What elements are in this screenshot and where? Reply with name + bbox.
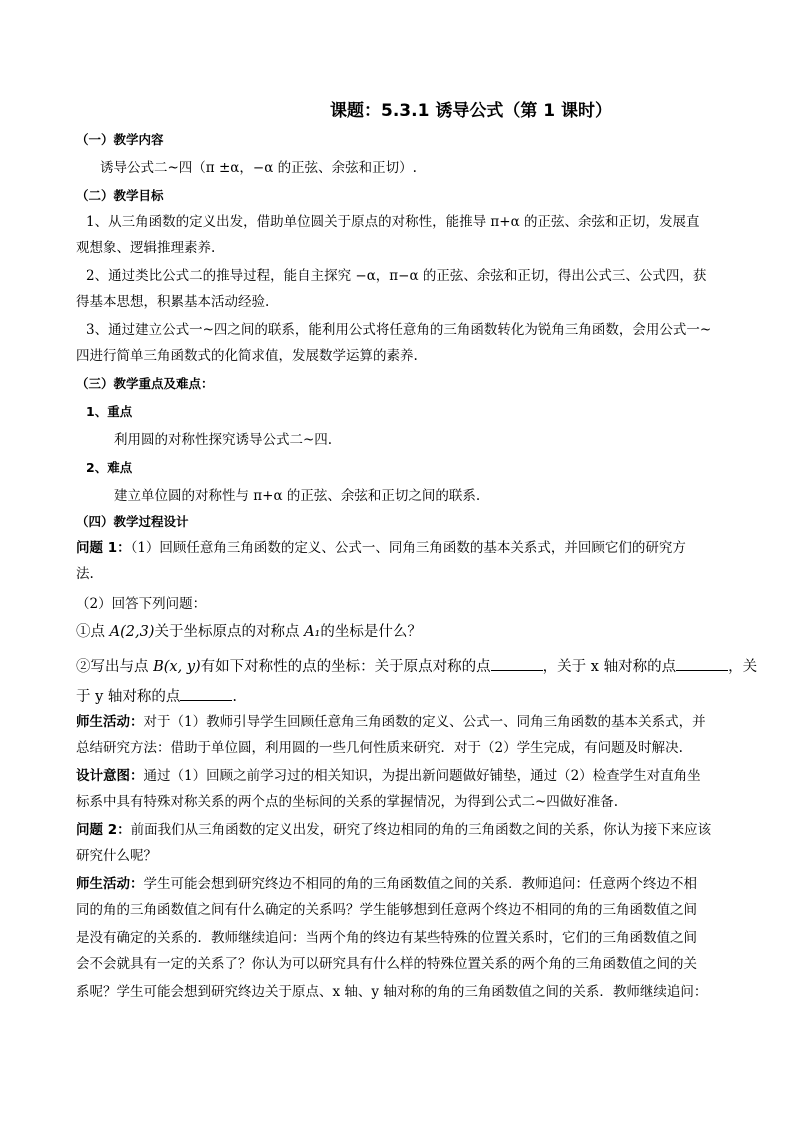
activity-2-line-1: 师生活动：学生可能会想到研究终边不相同的角的三角函数值之间的关系．教师追问：任意两个终边不相 xyxy=(76,876,697,892)
section-heading-key-points: （三）教学重点及难点： xyxy=(76,376,214,391)
section-content-text: 诱导公式二~四（π ±α，−α 的正弦、余弦和正切）. xyxy=(100,160,417,176)
section-heading-process: （四）教学过程设计 xyxy=(76,514,189,529)
item-1-marker: ① xyxy=(76,624,91,640)
point-b: B(x, y) xyxy=(153,659,201,675)
activity-2-line-2: 同的角的三角函数值之间有什么确定的关系吗？学生能够想到任意两个终边不相同的角的三角函数值之间 xyxy=(76,902,697,918)
design-1-line-1: 设计意图：通过（1）回顾之前学习过的相关知识，为提出新问题做好铺垫，通过（2）检查学生对直角坐 xyxy=(76,768,701,784)
question-2-line-2: 研究什么呢？ xyxy=(76,848,157,864)
activity-1-line-1: 师生活动：对于（1）教师引导学生回顾任意角三角函数的定义、公式一、同角三角函数的基本关系式，并 xyxy=(76,714,706,730)
question-1-label: 问题 1： xyxy=(76,540,131,556)
answer-blank-origin[interactable] xyxy=(491,656,543,671)
activity-2-line-3: 是没有确定的关系的．教师继续追问：当两个角的终边有某些特殊的位置关系时，它们的三角函数值之间 xyxy=(76,930,697,946)
activity-2-line-4: 会不会就具有一定的关系了？你认为可以研究具有什么样的特殊位置关系的两个角的三角函数值之间的关 xyxy=(76,956,697,972)
activity-2-line-5: 系呢？学生可能会想到研究终边关于原点、x 轴、y 轴对称的角的三角函数值之间的关系．教师继续追问： xyxy=(76,984,708,1000)
answer-blank-x-axis[interactable] xyxy=(676,656,728,671)
difficulty-text: 建立单位圆的对称性与 π+α 的正弦、余弦和正切之间的联系. xyxy=(114,488,481,504)
question-item-1: ①点 A(2,3)关于坐标原点的对称点 A₁的坐标是什么？ xyxy=(76,624,422,640)
question-1-sub-2: （2）回答下列问题： xyxy=(76,596,207,612)
question-2-label: 问题 2： xyxy=(76,822,131,838)
design-1-line-2: 标系中具有特殊对称关系的两个点的坐标间的关系的掌握情况，为得到公式二~四做好准备. xyxy=(76,794,619,810)
design-1-label: 设计意图： xyxy=(76,768,144,784)
goal-1-line-2: 观想象、逻辑推理素养. xyxy=(76,240,216,256)
goal-2-line-2: 得基本思想，积累基本活动经验. xyxy=(76,294,270,310)
section-heading-content: （一）教学内容 xyxy=(76,132,164,147)
question-1-text: （1）回顾任意角三角函数的定义、公式一、同角三角函数的基本关系式，并回顾它们的研究方 xyxy=(130,540,686,556)
activity-2-label: 师生活动： xyxy=(76,876,144,892)
goal-3-line-1: 3、通过建立公式一~四之间的联系，能利用公式将任意角的三角函数转化为锐角三角函数，会用公式一~ xyxy=(86,322,712,338)
key-point-text: 利用圆的对称性探究诱导公式二~四. xyxy=(114,432,333,448)
document-title: 课题：5.3.1 诱导公式（第 1 课时） xyxy=(330,101,612,121)
question-1-line-2: 法. xyxy=(76,566,94,582)
goal-3-line-2: 四进行简单三角函数式的化简求值，发展数学运算的素养. xyxy=(76,348,418,364)
item-2-marker: ② xyxy=(76,659,91,675)
question-2-line-1: 问题 2：前面我们从三角函数的定义出发，研究了终边相同的角的三角函数之间的关系，你认为接下来应该 xyxy=(76,822,712,838)
difficulty-label: 2、难点 xyxy=(86,460,133,475)
activity-1-line-2: 总结研究方法：借助于单位圆，利用圆的一些几何性质来研究．对于（2）学生完成，有问题及时解决. xyxy=(76,740,683,756)
section-heading-goals: （二）教学目标 xyxy=(76,188,164,203)
goal-2-line-1: 2、通过类比公式二的推导过程，能自主探究 −α，π−α 的正弦、余弦和正切，得出公式三、公式四，获 xyxy=(86,268,707,284)
point-a1: A₁ xyxy=(304,624,321,640)
question-1-line-1 xyxy=(76,538,726,558)
question-item-2-cont: 于 y 轴对称的点 . xyxy=(76,686,726,707)
activity-1-label: 师生活动： xyxy=(76,714,144,730)
point-a: A(2,3) xyxy=(109,624,155,640)
goal-1-line-1: 1、从三角函数的定义出发，借助单位圆关于原点的对称性，能推导 π+α 的正弦、余弦和正切，发展直 xyxy=(86,214,700,230)
question-item-2: ②写出与点 B(x, y)有如下对称性的点的坐标：关于原点对称的点 ，关于 x 轴对称的点 ，关 xyxy=(76,656,726,677)
answer-blank-y-axis[interactable] xyxy=(180,686,232,701)
key-point-label: 1、重点 xyxy=(86,404,133,419)
